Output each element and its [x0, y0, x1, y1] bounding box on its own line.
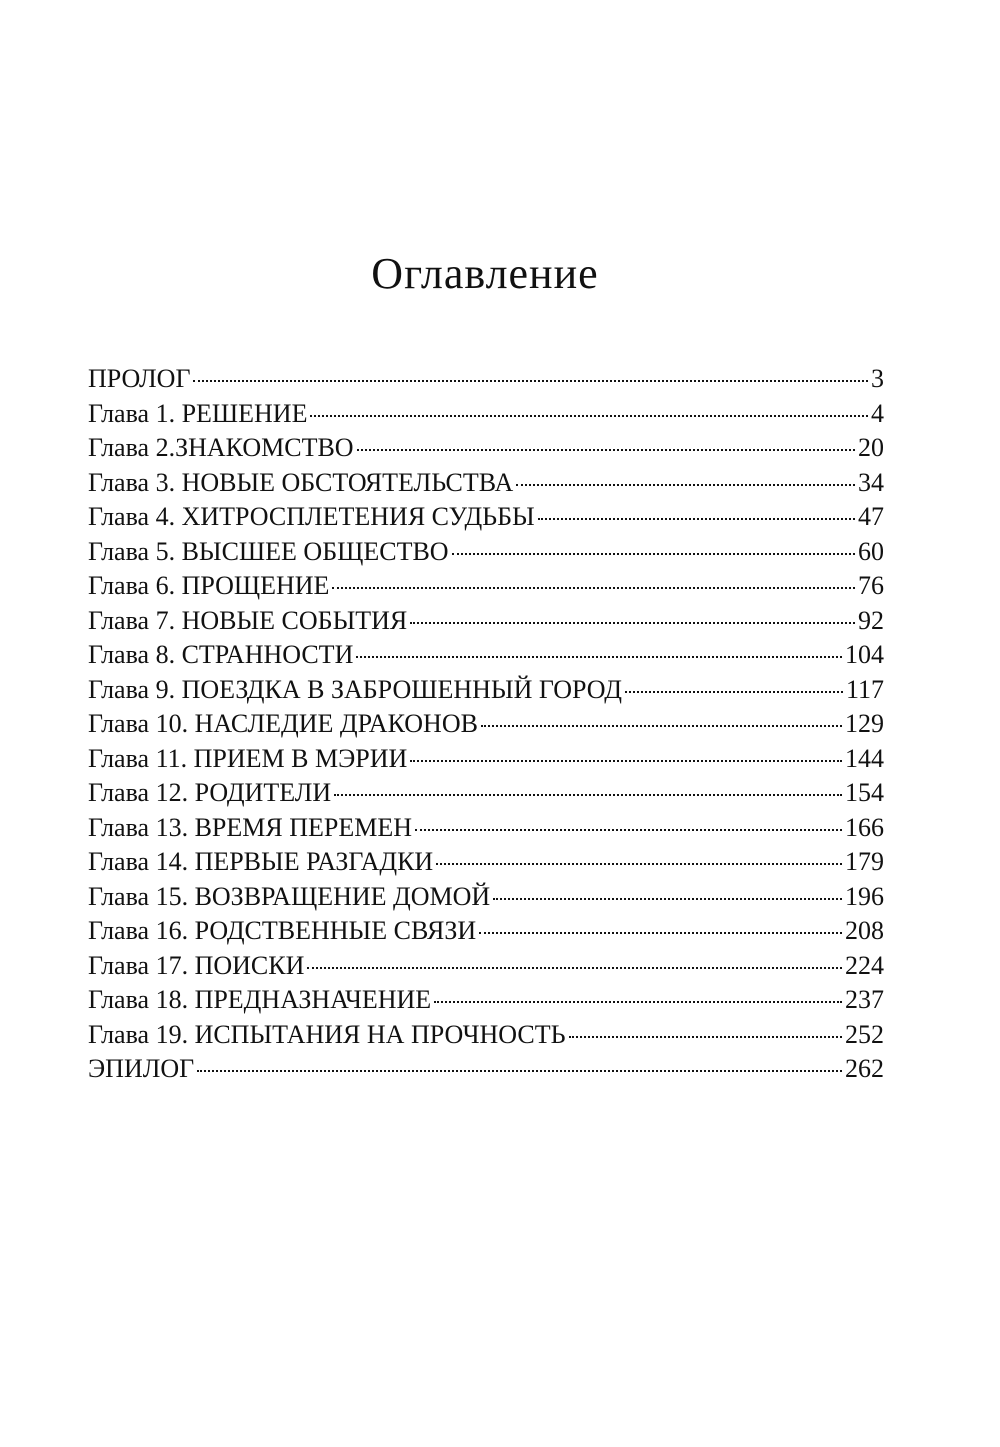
toc-entry-page-number: 237	[845, 985, 884, 1014]
toc-entry	[88, 845, 884, 880]
toc-entry	[88, 500, 884, 535]
dot-leader	[193, 380, 868, 382]
table-of-contents	[88, 362, 884, 1087]
toc-entry	[88, 776, 884, 811]
toc-entry	[88, 569, 884, 604]
toc-entry	[88, 742, 884, 777]
toc-entry-label: Глава 3. НОВЫЕ ОБСТОЯТЕЛЬСТВА	[88, 467, 514, 497]
toc-entry-page-number: 92	[858, 605, 884, 635]
dot-leader	[357, 449, 855, 451]
toc-entry-label: ПРОЛОГ	[88, 364, 191, 393]
dot-leader	[410, 622, 855, 624]
toc-entry-page-number: 252	[845, 1019, 884, 1049]
toc-entry-label: Глава 18. ПРЕДНАЗНАЧЕНИЕ	[88, 985, 432, 1014]
toc-entry-page-number: 179	[845, 847, 884, 876]
toc-entry-label: Глава 16. РОДСТВЕННЫЕ СВЯЗИ	[88, 916, 477, 945]
dot-leader	[452, 553, 855, 555]
dot-leader	[538, 518, 855, 520]
toc-entry-label: Глава 10. НАСЛЕДИЕ ДРАКОНОВ	[88, 709, 478, 738]
dot-leader	[334, 794, 842, 796]
toc-entry-page-number: 129	[845, 709, 884, 738]
toc-entry-label: Глава 13. ВРЕМЯ ПЕРЕМЕН	[88, 812, 412, 842]
dot-leader	[356, 656, 842, 658]
dot-leader	[310, 415, 868, 417]
toc-entry-label: Глава 17. ПОИСКИ	[88, 950, 305, 980]
toc-entry-page-number: 47	[858, 502, 884, 531]
toc-entry-page-number: 117	[845, 674, 884, 704]
dot-leader	[436, 863, 842, 865]
dot-leader	[569, 1036, 842, 1038]
toc-entry	[88, 880, 884, 915]
toc-entry-page-number: 224	[845, 950, 884, 980]
dot-leader	[625, 691, 843, 693]
toc-entry	[88, 707, 884, 742]
toc-entry-page-number: 3	[871, 364, 884, 393]
dot-leader	[481, 725, 842, 727]
toc-entry-label: Глава 12. РОДИТЕЛИ	[88, 778, 332, 807]
page-title: Оглавление	[371, 249, 599, 298]
toc-entry	[88, 397, 884, 432]
toc-entry-page-number: 144	[845, 743, 884, 773]
toc-entry	[88, 362, 884, 397]
toc-entry-label: Глава 2.ЗНАКОМСТВО	[88, 433, 354, 462]
toc-entry-page-number: 76	[858, 571, 884, 600]
toc-entry	[88, 811, 884, 846]
toc-entry	[88, 673, 884, 708]
toc-entry-label: Глава 7. НОВЫЕ СОБЫТИЯ	[88, 605, 408, 635]
dot-leader	[516, 484, 855, 486]
dot-leader	[307, 967, 842, 969]
toc-entry-label: Глава 6. ПРОЩЕНИЕ	[88, 571, 330, 600]
toc-entry	[88, 914, 884, 949]
toc-entry-page-number: 104	[845, 640, 884, 669]
dot-leader	[415, 829, 842, 831]
toc-entry	[88, 638, 884, 673]
toc-entry-label: Глава 1. РЕШЕНИЕ	[88, 398, 308, 428]
toc-entry-page-number: 196	[845, 881, 884, 911]
toc-entry-label: ЭПИЛОГ	[88, 1054, 195, 1083]
toc-entry-page-number: 4	[871, 398, 884, 428]
dot-leader	[410, 760, 842, 762]
dot-leader	[434, 1001, 842, 1003]
toc-entry	[88, 604, 884, 639]
dot-leader	[493, 898, 842, 900]
toc-entry-page-number: 20	[858, 433, 884, 462]
toc-entry-label: Глава 15. ВОЗВРАЩЕНИЕ ДОМОЙ	[88, 881, 491, 911]
toc-entry	[88, 431, 884, 466]
toc-entry-label: Глава 11. ПРИЕМ В МЭРИИ	[88, 743, 408, 773]
dot-leader	[332, 587, 855, 589]
toc-entry-label: Глава 9. ПОЕЗДКА В ЗАБРОШЕННЫЙ ГОРОД	[88, 674, 623, 704]
toc-entry	[88, 466, 884, 501]
toc-entry-label: Глава 19. ИСПЫТАНИЯ НА ПРОЧНОСТЬ	[88, 1019, 566, 1049]
dot-leader	[197, 1070, 842, 1072]
dot-leader	[479, 932, 842, 934]
toc-entry-page-number: 208	[845, 916, 884, 945]
toc-entry-page-number: 60	[858, 536, 884, 566]
toc-entry	[88, 983, 884, 1018]
toc-entry-page-number: 34	[858, 467, 884, 497]
toc-entry-label: Глава 5. ВЫСШЕЕ ОБЩЕСТВО	[88, 536, 449, 566]
toc-entry-page-number: 262	[845, 1054, 884, 1083]
toc-entry	[88, 949, 884, 984]
toc-entry	[88, 535, 884, 570]
toc-entry-label: Глава 8. СТРАННОСТИ	[88, 640, 354, 669]
toc-entry	[88, 1018, 884, 1053]
toc-entry-label: Глава 14. ПЕРВЫЕ РАЗГАДКИ	[88, 847, 434, 876]
toc-entry-label: Глава 4. ХИТРОСПЛЕТЕНИЯ СУДЬБЫ	[88, 502, 535, 531]
toc-entry-page-number: 166	[845, 812, 884, 842]
toc-entry-page-number: 154	[845, 778, 884, 807]
toc-entry	[88, 1052, 884, 1087]
